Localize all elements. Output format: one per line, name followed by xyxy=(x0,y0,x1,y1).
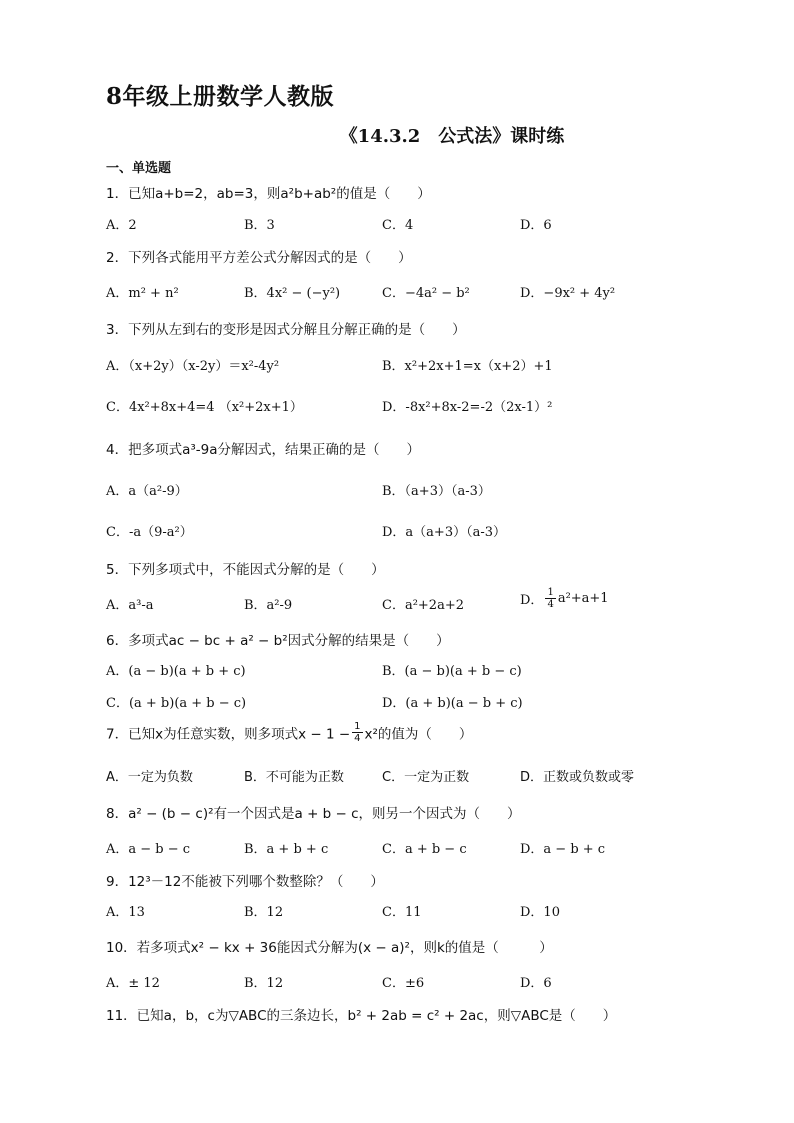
question-3-option-d: D．-8x²+8x-2=-2（2x-1）² xyxy=(382,400,553,415)
question-1-option-b: B．3 xyxy=(244,218,275,233)
question-4-option-b: B．（a+3）（a-3） xyxy=(382,484,491,499)
question-11-stem: 11．已知a，b，c为▽ABC的三条边长，b² + 2ab = c² + 2ac，则▽ABC是（ ） xyxy=(106,1008,617,1024)
section-heading: 一、单选题 xyxy=(106,161,172,176)
question-2-stem: 2．下列各式能用平方差公式分解因式的是（ ） xyxy=(106,250,412,266)
question-9-option-c: C．11 xyxy=(382,905,422,920)
question-7-option-b: B．不可能为正数 xyxy=(244,770,344,785)
question-10-option-a: A．± 12 xyxy=(106,976,160,991)
question-10-stem: 10．若多项式x² − kx + 36能因式分解为(x − a)²，则k的值是（ ） xyxy=(106,940,553,956)
question-7-option-a: A．一定为负数 xyxy=(106,770,193,785)
question-9-option-a: A．13 xyxy=(106,905,145,920)
question-5-option-d xyxy=(520,587,609,610)
question-5-option-a: A．a³-a xyxy=(106,598,154,613)
fraction-one-quarter xyxy=(545,587,555,610)
question-6-option-a: A．(a − b)(a + b + c) xyxy=(106,664,246,679)
question-8-option-c: C．a + b − c xyxy=(382,842,467,857)
question-10-option-c: C．±6 xyxy=(382,976,425,991)
fraction-numerator: 1 xyxy=(547,587,554,598)
question-9-option-d: D．10 xyxy=(520,905,560,920)
question-7-stem-part-a: 7．已知x为任意实数，则多项式x − 1 − xyxy=(106,726,351,743)
document-subtitle: 《14.3.2 公式法》课时练 xyxy=(339,126,565,147)
question-4-option-a: A．a（a²-9） xyxy=(106,484,188,499)
question-7-option-d: D．正数或负数或零 xyxy=(520,770,635,785)
question-5-option-d-letter: D． xyxy=(520,593,544,608)
question-5-stem: 5．下列多项式中，不能因式分解的是（ ） xyxy=(106,562,385,578)
question-7-stem xyxy=(106,721,472,744)
question-7-stem-part-b: x²的值为（ ） xyxy=(364,726,473,743)
fraction-numerator: 1 xyxy=(354,721,361,732)
question-9-option-b: B．12 xyxy=(244,905,284,920)
question-6-option-c: C．(a + b)(a + b − c) xyxy=(106,696,247,711)
question-8-option-a: A．a − b − c xyxy=(106,842,191,857)
question-2-option-a: A．m² + n² xyxy=(106,286,179,301)
question-10-option-d: D．6 xyxy=(520,976,552,991)
question-1-stem: 1．已知a+b=2，ab=3，则a²b+ab²的值是（ ） xyxy=(106,186,431,202)
question-3-option-b: B．x²+2x+1=x（x+2）+1 xyxy=(382,359,553,374)
question-6-stem: 6．多项式ac − bc + a² − b²因式分解的结果是（ ） xyxy=(106,633,450,649)
question-3-option-c: C．4x²+8x+4=4 （x²+2x+1） xyxy=(106,400,303,415)
question-8-stem: 8．a² − (b − c)²有一个因式是a + b − c，则另一个因式为（ ） xyxy=(106,806,521,822)
question-4-stem: 4．把多项式a³-9a分解因式，结果正确的是（ ） xyxy=(106,442,421,458)
question-1-option-d: D．6 xyxy=(520,218,552,233)
question-8-option-b: B．a + b + c xyxy=(244,842,329,857)
question-4-option-c: C．-a（9-a²） xyxy=(106,525,193,540)
question-4-option-d: D．a（a+3）（a-3） xyxy=(382,525,507,540)
fraction-denominator: 4 xyxy=(547,599,554,610)
document-header: 8年级上册数学人教版 xyxy=(106,83,335,110)
question-2-option-d: D．−9x² + 4y² xyxy=(520,286,616,301)
question-6-option-b: B．(a − b)(a + b − c) xyxy=(382,664,522,679)
question-2-option-c: C．−4a² − b² xyxy=(382,286,470,301)
question-7-option-c: C．一定为正数 xyxy=(382,770,470,785)
question-6-option-d: D．(a + b)(a − b + c) xyxy=(382,696,523,711)
question-9-stem: 9．12³－12不能被下列哪个数整除？（ ） xyxy=(106,874,384,890)
fraction-one-quarter-q7 xyxy=(352,721,362,744)
question-3-option-a: A．（x+2y）（x-2y）＝x²-4y² xyxy=(106,359,280,374)
question-3-stem: 3．下列从左到右的变形是因式分解且分解正确的是（ ） xyxy=(106,322,466,338)
question-1-option-a: A．2 xyxy=(106,218,137,233)
question-10-option-b: B．12 xyxy=(244,976,284,991)
question-5-option-c: C．a²+2a+2 xyxy=(382,598,464,613)
question-5-option-d-expr: a²+a+1 xyxy=(557,591,609,606)
question-8-option-d: D．a − b + c xyxy=(520,842,606,857)
question-5-option-b: B．a²-9 xyxy=(244,598,293,613)
question-2-option-b: B．4x² − (−y²) xyxy=(244,286,341,301)
fraction-denominator: 4 xyxy=(354,733,361,744)
question-1-option-c: C．4 xyxy=(382,218,414,233)
